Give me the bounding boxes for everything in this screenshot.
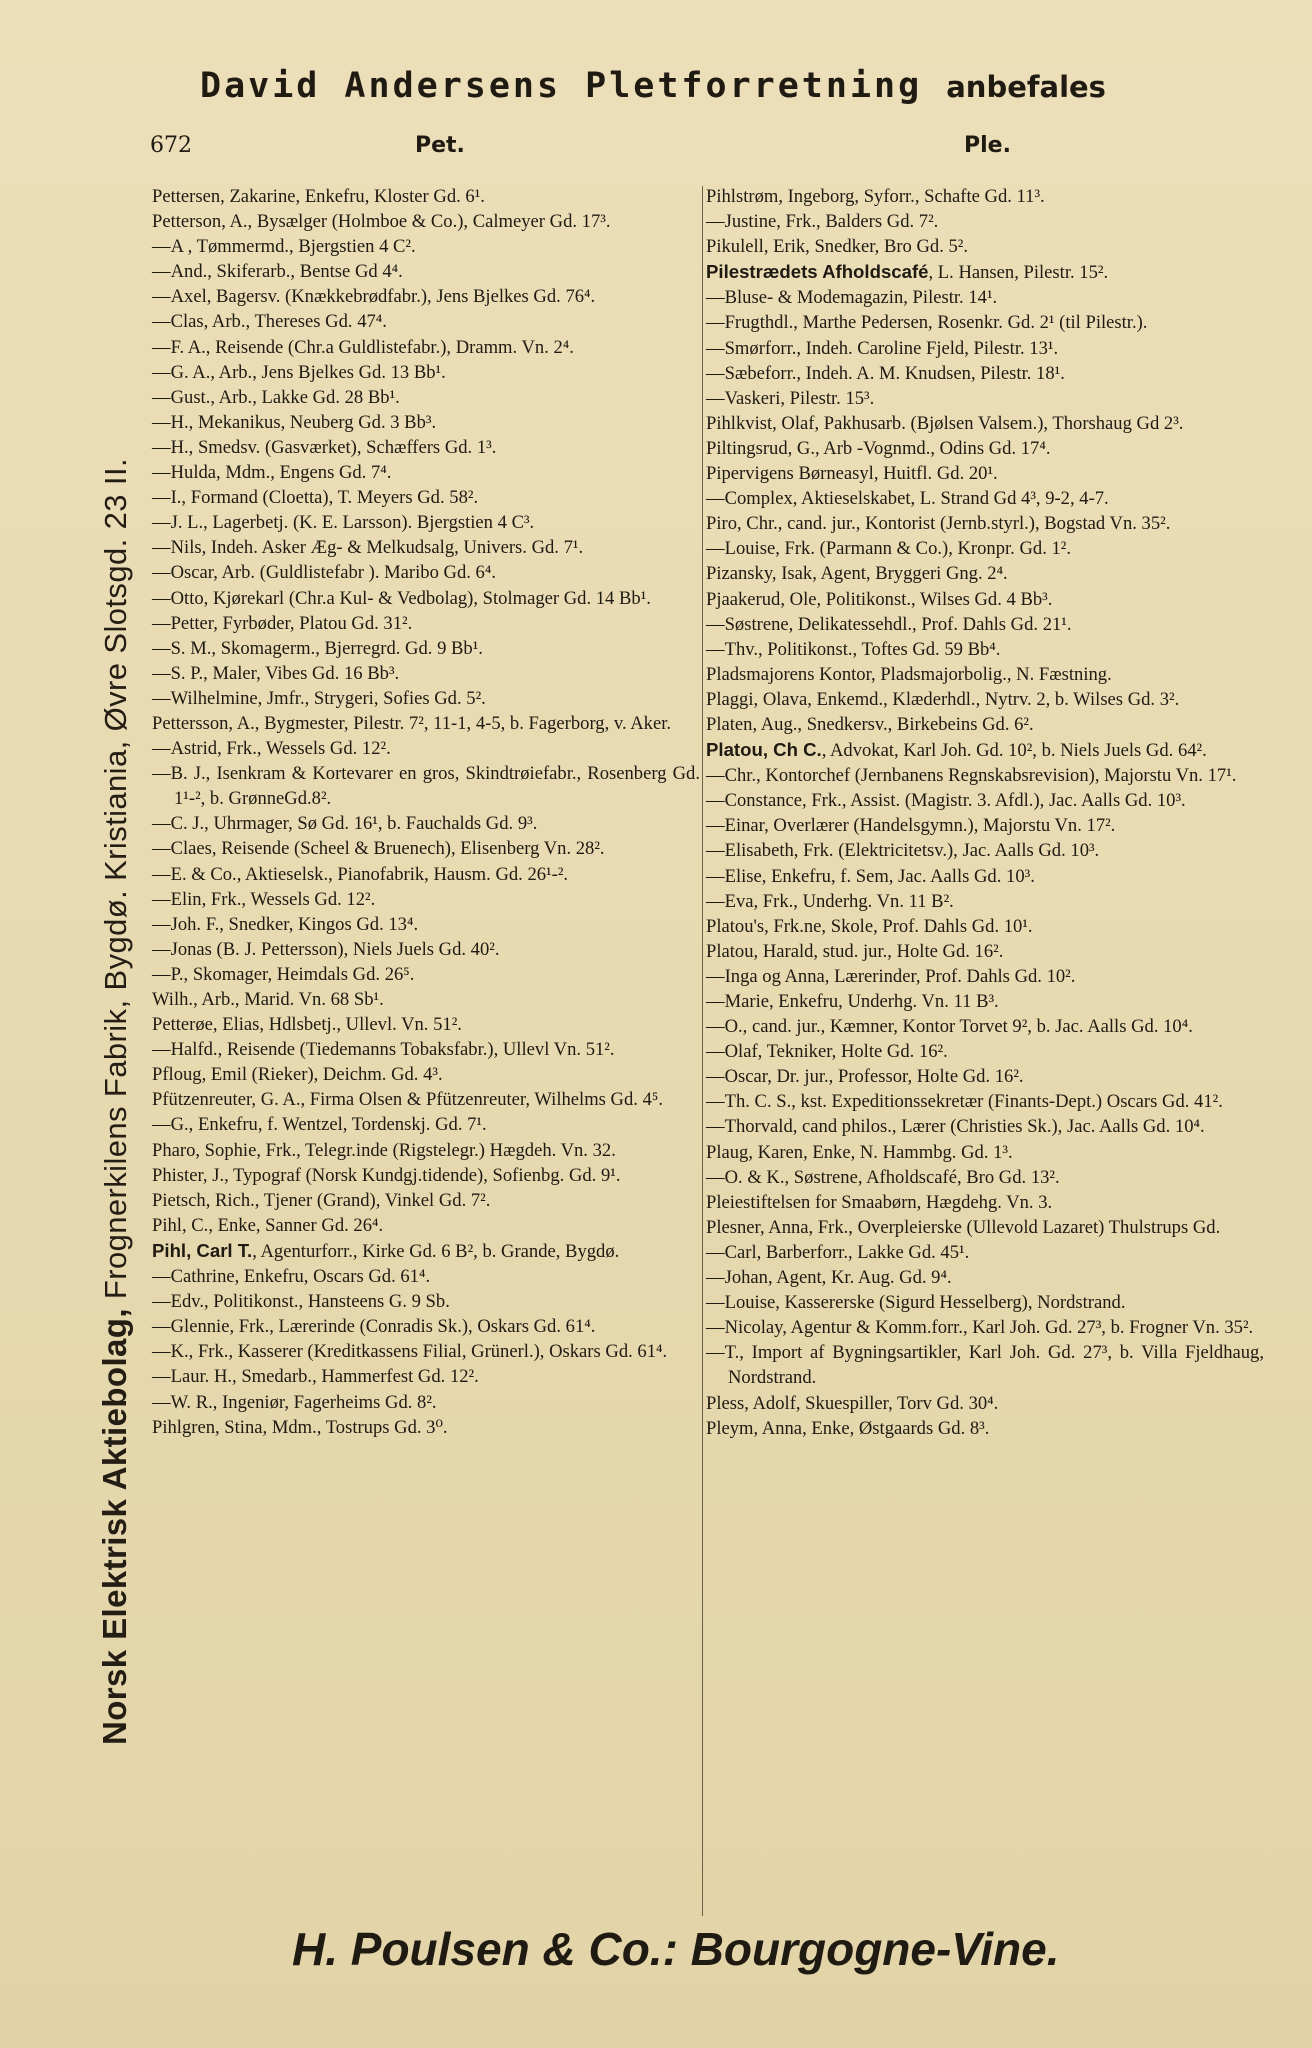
directory-entry: —Søstrene, Delikatessehdl., Prof. Dahls Gd. 21¹. xyxy=(706,613,1072,635)
directory-entry: —Petter, Fyrbøder, Platou Gd. 31². xyxy=(152,612,413,634)
directory-entry: —S. P., Maler, Vibes Gd. 16 Bb³. xyxy=(152,662,400,684)
directory-entry: —Sæbeforr., Indeh. A. M. Knudsen, Pilestr. 18¹. xyxy=(706,362,1065,384)
directory-entry: —Einar, Overlærer (Handelsgymn.), Majorstu Vn. 17². xyxy=(706,815,1116,837)
directory-entry: —O., cand. jur., Kæmner, Kontor Torvet 9², b. Jac. Aalls Gd. 10⁴. xyxy=(706,1016,1193,1038)
directory-entry: Pettersson, A., Bygmester, Pilestr. 7², 11-1, 4-5, b. Fagerborg, v. Aker. xyxy=(152,712,672,734)
directory-entry: —Nicolay, Agentur & Komm.forr., Karl Joh. Gd. 27³, b. Frogner Vn. 35². xyxy=(706,1317,1254,1339)
directory-entry: Piro, Chr., cand. jur., Kontorist (Jernb.styrl.), Bogstad Vn. 35². xyxy=(706,513,1171,535)
directory-entry: —Vaskeri, Pilestr. 15³. xyxy=(706,387,875,409)
directory-entry: —Olaf, Tekniker, Holte Gd. 16². xyxy=(706,1041,948,1063)
directory-entry: Pjaakerud, Ole, Politikonst., Wilses Gd. 4 Bb³. xyxy=(706,588,1053,610)
page-number: 672 xyxy=(150,133,192,158)
directory-entry: —Glennie, Frk., Lærerinde (Conradis Sk.), Oskars Gd. 61⁴. xyxy=(152,1316,596,1338)
directory-entry: —Jonas (B. J. Pettersson), Niels Juels Gd. 40². xyxy=(152,938,500,960)
running-head-left: Pet. xyxy=(415,133,465,158)
directory-entry: —Smørforr., Indeh. Caroline Fjeld, Pilestr. 13¹. xyxy=(706,337,1059,359)
directory-entry: —Laur. H., Smedarb., Hammerfest Gd. 12². xyxy=(152,1366,479,1388)
directory-entry: Pihlkvist, Olaf, Pakhusarb. (Bjølsen Valsem.), Thorshaug Gd 2³. xyxy=(706,412,1184,434)
left-column-entries xyxy=(152,184,700,1440)
directory-entry: —E. & Co., Aktieselsk., Pianofabrik, Hausm. Gd. 26¹-². xyxy=(152,863,569,885)
directory-entry: —Frugthdl., Marthe Pedersen, Rosenkr. Gd. 2¹ (til Pilestr.). xyxy=(706,312,1148,334)
directory-entry: —C. J., Uhrmager, Sø Gd. 16¹, b. Fauchalds Gd. 9³. xyxy=(152,813,538,835)
directory-entry: Petterøe, Elias, Hdlsbetj., Ullevl. Vn. 51². xyxy=(152,1014,462,1036)
top-banner-suffix: anbefales xyxy=(946,70,1106,104)
directory-entry: —Constance, Frk., Assist. (Magistr. 3. Afdl.), Jac. Aalls Gd. 10³. xyxy=(706,790,1186,812)
running-head-right: Ple. xyxy=(964,133,1011,158)
directory-entry: —Elisabeth, Frk. (Elektricitetsv.), Jac. Aalls Gd. 10³. xyxy=(706,840,1100,862)
top-advertisement-banner xyxy=(200,66,1260,106)
directory-entry: —Johan, Agent, Kr. Aug. Gd. 9⁴. xyxy=(706,1267,952,1289)
column-divider xyxy=(702,186,703,1916)
side-advertisement-banner xyxy=(96,35,134,1745)
directory-entry: Phister, J., Typograf (Norsk Kundgj.tidende), Sofienbg. Gd. 9¹. xyxy=(152,1164,621,1186)
directory-entry: —Elise, Enkefru, f. Sem, Jac. Aalls Gd. 10³. xyxy=(706,865,1035,887)
directory-entry: Wilh., Arb., Marid. Vn. 68 Sb¹. xyxy=(152,989,384,1010)
directory-entry: Pihl, C., Enke, Sanner Gd. 26⁴. xyxy=(152,1214,384,1236)
directory-entry: —J. L., Lagerbetj. (K. E. Larsson). Bjergstien 4 C³. xyxy=(152,512,535,534)
directory-entry: —S. M., Skomagerm., Bjerregrd. Gd. 9 Bb¹. xyxy=(152,637,483,659)
directory-entry: —Louise, Kassererske (Sigurd Hesselberg), Nordstrand. xyxy=(706,1292,1126,1314)
directory-entry: Plesner, Anna, Frk., Overpleierske (Ullevold Lazaret) Thulstrups Gd. xyxy=(706,1216,1221,1238)
directory-entry: —G., Enkefru, f. Wentzel, Tordenskj. Gd. 7¹. xyxy=(152,1114,487,1136)
directory-entry: Platou's, Frk.ne, Skole, Prof. Dahls Gd. 10¹. xyxy=(706,915,1033,937)
directory-entry: —Bluse- & Modemagazin, Pilestr. 14¹. xyxy=(706,287,998,309)
top-banner-main-text: David Andersens Pletforretning xyxy=(200,66,923,106)
directory-entry: Pettersen, Zakarine, Enkefru, Kloster Gd. 6¹. xyxy=(152,186,485,207)
directory-entry: Plaug, Karen, Enke, N. Hammbg. Gd. 1³. xyxy=(706,1141,1013,1163)
directory-entry: Pihlstrøm, Ingeborg, Syforr., Schafte Gd. 11³. xyxy=(706,186,1045,207)
directory-entry: —K., Frk., Kasserer (Kreditkassens Filial, Grünerl.), Oskars Gd. 61⁴. xyxy=(152,1341,668,1363)
directory-entry: —Joh. F., Snedker, Kingos Gd. 13⁴. xyxy=(152,913,419,935)
directory-entry: —Nils, Indeh. Asker Æg- & Melkudsalg, Univers. Gd. 7¹. xyxy=(152,537,584,559)
directory-entry: —Edv., Politikonst., Hansteens G. 9 Sb. xyxy=(152,1291,450,1313)
directory-entry: Pizansky, Isak, Agent, Bryggeri Gng. 2⁴. xyxy=(706,563,1008,585)
directory-entry: —Otto, Kjørekarl (Chr.a Kul- & Vedbolag), Stolmager Gd. 14 Bb¹. xyxy=(152,587,651,609)
directory-entry: —Complex, Aktieselskabet, L. Strand Gd 4³, 9-2, 4-7. xyxy=(706,488,1109,510)
side-banner-address: Frognerkilens Fabrik, Bygdø. Kristiania, Øvre Slotsgd. 23 II. xyxy=(98,458,133,1309)
directory-entry: —H., Smedsv. (Gasværket), Schæffers Gd. 1³. xyxy=(152,436,497,458)
directory-entry: Pharo, Sophie, Frk., Telegr.inde (Rigstelegr.) Hægdeh. Vn. 32. xyxy=(152,1139,616,1161)
directory-entry: —Th. C. S., kst. Expeditionssekretær (Finants-Dept.) Oscars Gd. 41². xyxy=(706,1091,1223,1113)
directory-entry: Platen, Aug., Snedkersv., Birkebeins Gd. 6². xyxy=(706,713,1034,735)
directory-entry: —F. A., Reisende (Chr.a Guldlistefabr.), Dramm. Vn. 2⁴. xyxy=(152,336,574,358)
directory-entry: —I., Formand (Cloetta), T. Meyers Gd. 58². xyxy=(152,487,479,509)
directory-entry: —Eva, Frk., Underhg. Vn. 11 B². xyxy=(706,890,954,912)
directory-entry: —A , Tømmermd., Bjergstien 4 C². xyxy=(152,236,416,258)
directory-entry: —Axel, Bagersv. (Knækkebrødfabr.), Jens Bjelkes Gd. 76⁴. xyxy=(152,286,596,308)
directory-entry: —Chr., Kontorchef (Jernbanens Regnskabsrevision), Majorstu Vn. 17¹. xyxy=(706,765,1237,787)
directory-entry: —B. J., Isenkram & Kortevarer en gros, Skindtrøiefabr., Rosenberg Gd. 1¹-², b. GrønneGd.8². xyxy=(152,763,700,810)
directory-entry: Platou, Harald, stud. jur., Holte Gd. 16². xyxy=(706,940,1004,962)
directory-entry: —Clas, Arb., Thereses Gd. 47⁴. xyxy=(152,311,387,333)
directory-entry: Petterson, A., Bysælger (Holmboe & Co.), Calmeyer Gd. 17³. xyxy=(152,211,611,233)
directory-entry: Plaggi, Olava, Enkemd., Klæderhdl., Nytrv. 2, b. Wilses Gd. 3². xyxy=(706,688,1180,710)
directory-entry: —And., Skiferarb., Bentse Gd 4⁴. xyxy=(152,261,403,283)
directory-entry: —Thv., Politikonst., Toftes Gd. 59 Bb⁴. xyxy=(706,638,1001,660)
directory-entry: Pleym, Anna, Enke, Østgaards Gd. 8³. xyxy=(706,1417,990,1439)
directory-entry: Pipervigens Børneasyl, Huitfl. Gd. 20¹. xyxy=(706,463,998,485)
directory-entry: Pfützenreuter, G. A., Firma Olsen & Pfützenreuter, Wilhelms Gd. 4⁵. xyxy=(152,1089,663,1111)
directory-entry: —Thorvald, cand philos., Lærer (Christies Sk.), Jac. Aalls Gd. 10⁴. xyxy=(706,1116,1205,1138)
directory-entry: Pleiestiftelsen for Smaabørn, Hægdehg. Vn. 3. xyxy=(706,1191,1053,1213)
directory-entry: —Oscar, Dr. jur., Professor, Holte Gd. 16². xyxy=(706,1066,1024,1088)
directory-entry: —Carl, Barberforr., Lakke Gd. 45¹. xyxy=(706,1241,970,1263)
directory-entry: Piltingsrud, G., Arb -Vognmd., Odins Gd. 17⁴. xyxy=(706,437,1051,459)
bottom-advertisement-banner: H. Poulsen & Co.: Bourgogne-Vine. xyxy=(292,1923,1060,1975)
directory-entry: —Oscar, Arb. (Guldlistefabr ). Maribo Gd. 6⁴. xyxy=(152,562,496,584)
directory-entry: —Louise, Frk. (Parmann & Co.), Kronpr. Gd. 1². xyxy=(706,538,1072,560)
directory-entry: —Astrid, Frk., Wessels Gd. 12². xyxy=(152,738,391,760)
directory-entry: —Marie, Enkefru, Underhg. Vn. 11 B³. xyxy=(706,991,999,1012)
directory-entry: Platou, Ch C., Advokat, Karl Joh. Gd. 10², b. Niels Juels Gd. 64². xyxy=(706,739,1207,762)
directory-entry: —Gust., Arb., Lakke Gd. 28 Bb¹. xyxy=(152,386,400,408)
directory-entry: —Hulda, Mdm., Engens Gd. 7⁴. xyxy=(152,462,392,484)
directory-entry: —Cathrine, Enkefru, Oscars Gd. 61⁴. xyxy=(152,1266,431,1288)
directory-entry: Pless, Adolf, Skuespiller, Torv Gd. 30⁴. xyxy=(706,1392,999,1414)
directory-entry: Pilestrædets Afholdscafé, L. Hansen, Pilestr. 15². xyxy=(706,261,1109,284)
directory-entry: —G. A., Arb., Jens Bjelkes Gd. 13 Bb¹. xyxy=(152,361,446,383)
directory-entry: Pfloug, Emil (Rieker), Deichm. Gd. 4³. xyxy=(152,1064,443,1086)
directory-entry: Pihl, Carl T., Agenturforr., Kirke Gd. 6 B², b. Grande, Bygdø. xyxy=(152,1239,620,1262)
side-banner-company: Norsk Elektrisk Aktiebolag, xyxy=(96,1308,133,1745)
directory-entry: —T., Import af Bygningsartikler, Karl Joh. Gd. 27³, b. Villa Fjeldhaug, Nordstrand. xyxy=(706,1342,1264,1389)
directory-entry: —Halfd., Reisende (Tiedemanns Tobaksfabr.), Ullevl Vn. 51². xyxy=(152,1039,615,1061)
directory-entry: —O. & K., Søstrene, Afholdscafé, Bro Gd. 13². xyxy=(706,1166,1060,1188)
directory-entry: —Wilhelmine, Jmfr., Strygeri, Sofies Gd. 5². xyxy=(152,687,486,709)
directory-entry: Pikulell, Erik, Snedker, Bro Gd. 5². xyxy=(706,236,969,258)
directory-entry: —Inga og Anna, Lærerinder, Prof. Dahls Gd. 10². xyxy=(706,965,1076,987)
directory-entry: —Claes, Reisende (Scheel & Bruenech), Elisenberg Vn. 28². xyxy=(152,838,605,860)
directory-entry: —Justine, Frk., Balders Gd. 7². xyxy=(706,211,939,233)
directory-entry: —W. R., Ingeniør, Fagerheims Gd. 8². xyxy=(152,1391,437,1413)
directory-entry: Pihlgren, Stina, Mdm., Tostrups Gd. 3⁰. xyxy=(152,1416,448,1438)
right-column-entries xyxy=(706,184,1264,1441)
directory-entry: —H., Mekanikus, Neuberg Gd. 3 Bb³. xyxy=(152,411,437,433)
directory-entry: —Elin, Frk., Wessels Gd. 12². xyxy=(152,888,376,910)
directory-entry: Pladsmajorens Kontor, Pladsmajorbolig., N. Fæstning. xyxy=(706,663,1112,685)
directory-entry: —P., Skomager, Heimdals Gd. 26⁵. xyxy=(152,963,415,985)
directory-entry: Pietsch, Rich., Tjener (Grand), Vinkel Gd. 7². xyxy=(152,1189,491,1211)
